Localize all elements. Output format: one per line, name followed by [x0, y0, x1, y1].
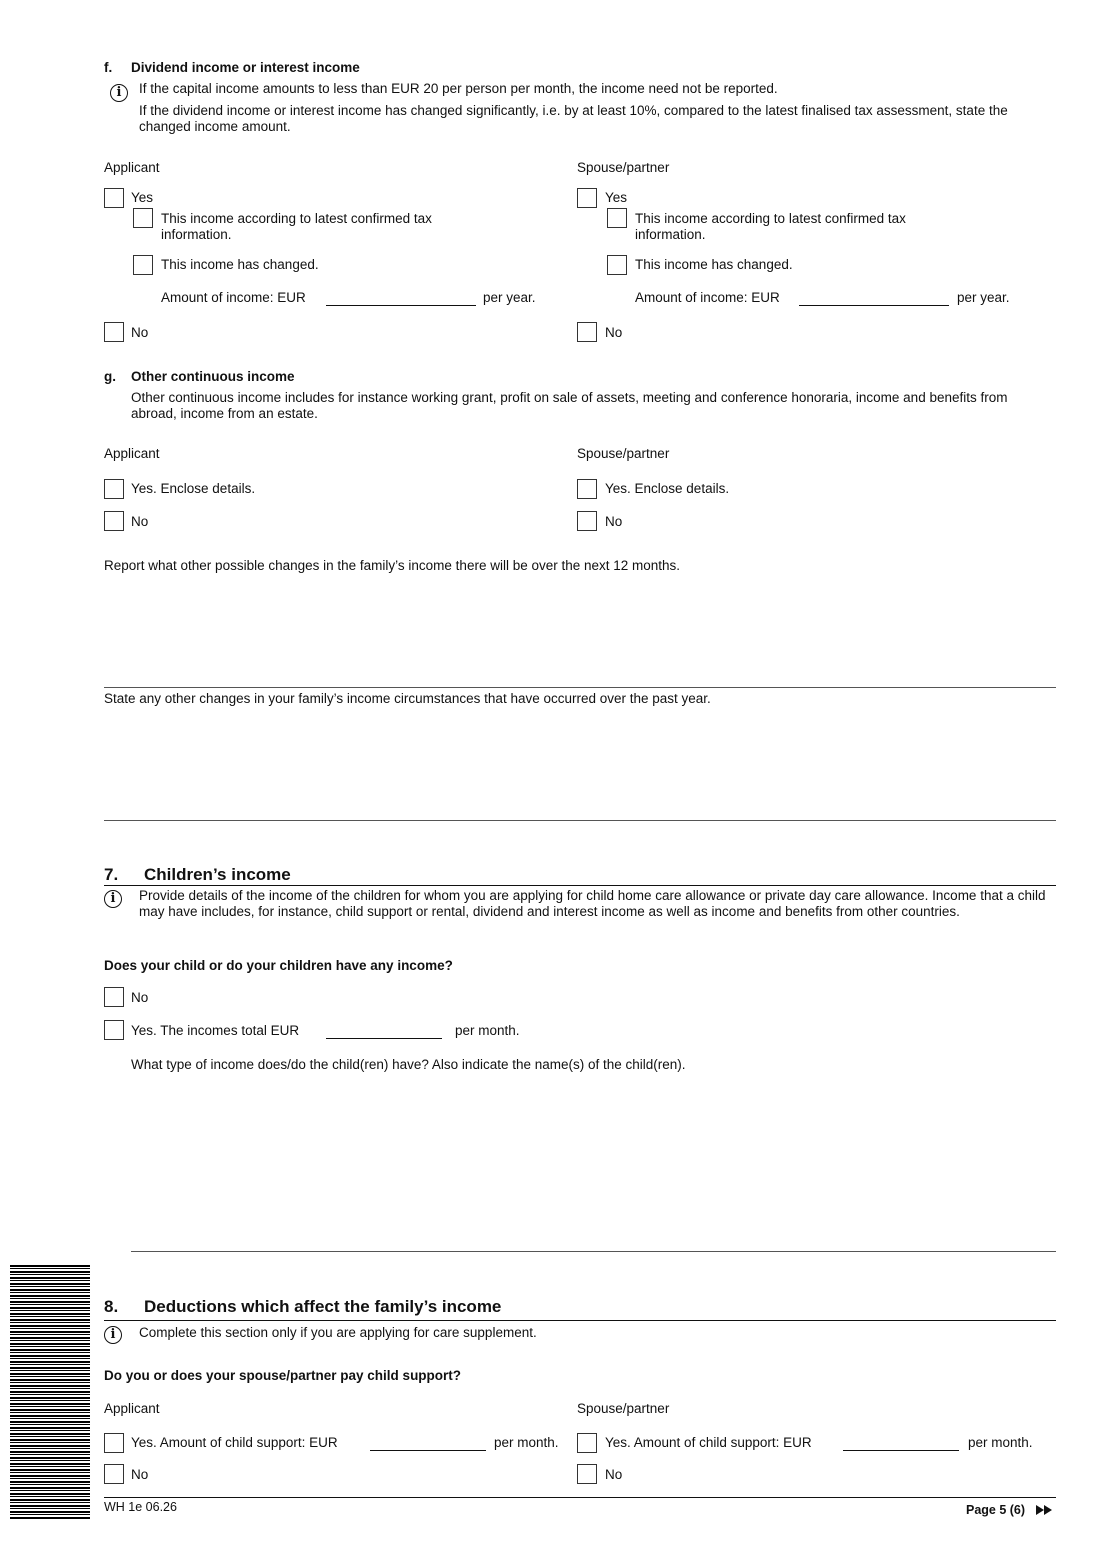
f-applicant-yes-checkbox[interactable] — [104, 188, 124, 208]
info-icon: i — [104, 890, 122, 908]
s8-spouse-amount-field[interactable] — [843, 1450, 959, 1451]
section-f-title: Dividend income or interest income — [131, 60, 360, 75]
divider — [104, 687, 1056, 688]
s7-type-field[interactable] — [131, 1078, 1056, 1248]
section-g-spouse-heading: Spouse/partner — [577, 446, 670, 461]
section-7-rule — [104, 885, 1056, 886]
f-applicant-confirmed-label: This income according to latest confirmed tax information. — [161, 211, 432, 242]
page-number: Page 5 (6) — [966, 1503, 1026, 1517]
s8-spouse-no-label: No — [605, 1467, 623, 1482]
future-changes-prompt: Report what other possible changes in the family’s income there will be over the next 12 months. — [104, 558, 681, 573]
s7-no-label: No — [131, 990, 149, 1005]
s8-applicant-yes-suffix: per month. — [494, 1435, 559, 1450]
f-spouse-amount-label: Amount of income: EUR — [635, 290, 780, 305]
f-spouse-amount-suffix: per year. — [957, 290, 1010, 305]
info-icon: i — [104, 1326, 122, 1344]
f-spouse-changed-label: This income has changed. — [635, 257, 793, 272]
section-8-applicant-heading: Applicant — [104, 1401, 160, 1416]
s7-type-prompt: What type of income does/do the child(ren) have? Also indicate the name(s) of the child(ren). — [131, 1057, 686, 1072]
g-applicant-yes-label: Yes. Enclose details. — [131, 481, 256, 496]
s8-spouse-yes-checkbox[interactable] — [577, 1433, 597, 1453]
s8-applicant-yes-label: Yes. Amount of child support: EUR — [131, 1435, 338, 1450]
divider — [104, 820, 1056, 821]
f-spouse-confirmed-label: This income according to latest confirmed tax information. — [635, 211, 906, 242]
s7-amount-field[interactable] — [326, 1038, 442, 1039]
section-8-rule — [104, 1320, 1056, 1321]
section-f-spouse-heading: Spouse/partner — [577, 160, 670, 175]
section-f-applicant-heading: Applicant — [104, 160, 160, 175]
s7-no-checkbox[interactable] — [104, 987, 124, 1007]
s8-spouse-yes-suffix: per month. — [968, 1435, 1033, 1450]
past-changes-field[interactable] — [104, 712, 1056, 818]
g-applicant-yes-checkbox[interactable] — [104, 479, 124, 499]
f-spouse-confirmed-checkbox[interactable] — [607, 208, 627, 228]
section-7-question: Does your child or do your children have any income? — [104, 958, 453, 973]
s8-applicant-no-label: No — [131, 1467, 149, 1482]
section-8-question: Do you or does your spouse/partner pay child support? — [104, 1368, 462, 1383]
divider — [131, 1251, 1056, 1252]
info-icon: i — [110, 84, 128, 102]
g-applicant-no-label: No — [131, 514, 149, 529]
s7-yes-label: Yes. The incomes total EUR — [131, 1023, 300, 1038]
f-applicant-amount-label: Amount of income: EUR — [161, 290, 306, 305]
f-applicant-changed-label: This income has changed. — [161, 257, 319, 272]
future-changes-field[interactable] — [104, 580, 1056, 686]
past-changes-prompt: State any other changes in your family’s income circumstances that have occurred over the past year. — [104, 691, 711, 706]
form-code: WH 1e 06.26 — [104, 1500, 177, 1514]
section-g-title: Other continuous income — [131, 369, 295, 384]
f-spouse-yes-label: Yes — [605, 190, 628, 205]
s7-yes-checkbox[interactable] — [104, 1020, 124, 1040]
f-applicant-changed-checkbox[interactable] — [133, 255, 153, 275]
section-8-title: Deductions which affect the family’s income — [144, 1297, 502, 1316]
s8-applicant-amount-field[interactable] — [370, 1450, 486, 1451]
section-7-number: 7. — [104, 865, 119, 884]
section-8-number: 8. — [104, 1297, 119, 1316]
f-applicant-no-checkbox[interactable] — [104, 322, 124, 342]
g-spouse-yes-label: Yes. Enclose details. — [605, 481, 730, 496]
section-7-info: Provide details of the income of the children for whom you are applying for child home care allowance or private day care allowance. Income that a child may have includes, for instance, child support or rental, dividend and interest income as well as income and benefits from other countries. — [139, 888, 1046, 919]
fast-forward-icon — [1036, 1505, 1054, 1515]
section-f-info-line2: If the dividend income or interest income has changed significantly, i.e. by at least 10%, compared to the latest finalised tax assessment, state the changed income amount. — [139, 103, 1008, 134]
section-f-letter: f. — [104, 60, 113, 75]
f-spouse-changed-checkbox[interactable] — [607, 255, 627, 275]
g-applicant-no-checkbox[interactable] — [104, 511, 124, 531]
section-8-spouse-heading: Spouse/partner — [577, 1401, 670, 1416]
section-g-description: Other continuous income includes for instance working grant, profit on sale of assets, meeting and conference honoraria, income and benefits from abroad, income from an estate. — [131, 390, 1008, 421]
s8-applicant-no-checkbox[interactable] — [104, 1464, 124, 1484]
f-spouse-no-label: No — [605, 325, 623, 340]
section-f-info-line1: If the capital income amounts to less than EUR 20 per person per month, the income need not be reported. — [139, 81, 778, 96]
s8-spouse-no-checkbox[interactable] — [577, 1464, 597, 1484]
g-spouse-no-label: No — [605, 514, 623, 529]
f-applicant-amount-field[interactable] — [326, 305, 476, 306]
s7-yes-suffix: per month. — [455, 1023, 520, 1038]
f-applicant-amount-suffix: per year. — [483, 290, 536, 305]
section-7-title: Children’s income — [144, 865, 291, 884]
f-applicant-confirmed-checkbox[interactable] — [133, 208, 153, 228]
f-spouse-no-checkbox[interactable] — [577, 322, 597, 342]
f-applicant-no-label: No — [131, 325, 149, 340]
section-g-letter: g. — [104, 369, 116, 384]
section-g-applicant-heading: Applicant — [104, 446, 160, 461]
s8-applicant-yes-checkbox[interactable] — [104, 1433, 124, 1453]
g-spouse-no-checkbox[interactable] — [577, 511, 597, 531]
section-8-info: Complete this section only if you are applying for care supplement. — [139, 1325, 537, 1340]
f-spouse-yes-checkbox[interactable] — [577, 188, 597, 208]
footer-rule — [104, 1497, 1056, 1498]
s8-spouse-yes-label: Yes. Amount of child support: EUR — [605, 1435, 812, 1450]
f-applicant-yes-label: Yes — [131, 190, 154, 205]
f-spouse-amount-field[interactable] — [799, 305, 949, 306]
barcode — [10, 1265, 90, 1520]
g-spouse-yes-checkbox[interactable] — [577, 479, 597, 499]
